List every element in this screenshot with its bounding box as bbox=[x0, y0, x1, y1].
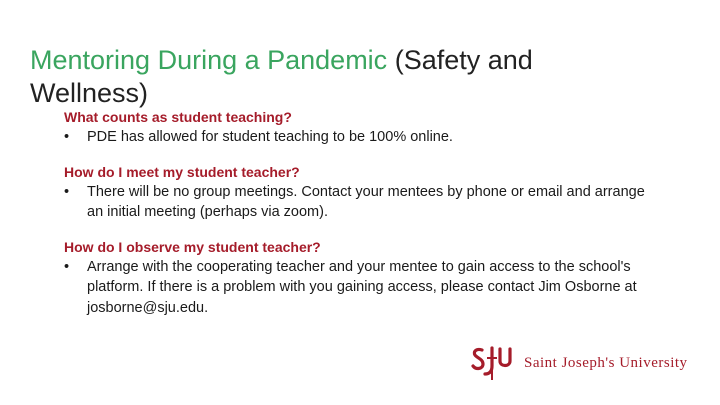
bullet-icon: • bbox=[64, 183, 70, 200]
bullet-text: There will be no group meetings. Contact your mentees by phone or email and arrange an initial meeting (perhaps via zoom). bbox=[87, 183, 645, 220]
slide-title bbox=[30, 44, 590, 110]
university-name: Saint Joseph's University bbox=[524, 354, 688, 371]
section-heading: How do I observe my student teacher? bbox=[64, 238, 321, 255]
title-sub: (Safety and Wellness) bbox=[30, 45, 533, 108]
section-meet-student bbox=[64, 162, 664, 223]
bullet-text: PDE has allowed for student teaching to be 100% online. bbox=[87, 129, 453, 145]
university-logo bbox=[470, 343, 690, 383]
bullet-icon: • bbox=[64, 129, 70, 145]
bullet-text: Arrange with the cooperating teacher and your mentee to gain access to the school's platform. If there is a problem with you gaining access, please contact Jim Osborne at josborne@sju.edu. bbox=[87, 258, 637, 316]
bullet-item bbox=[64, 257, 664, 319]
section-heading: How do I meet my student teacher? bbox=[64, 163, 300, 180]
section-student-teaching bbox=[64, 107, 664, 148]
sju-monogram-icon bbox=[470, 344, 518, 382]
content-sections bbox=[64, 107, 664, 332]
bullet-item bbox=[64, 182, 664, 223]
section-observe-student bbox=[64, 237, 664, 319]
bullet-item bbox=[64, 127, 664, 148]
section-heading: What counts as student teaching? bbox=[64, 109, 292, 125]
title-main: Mentoring During a Pandemic bbox=[30, 45, 388, 75]
bullet-icon: • bbox=[64, 258, 70, 275]
